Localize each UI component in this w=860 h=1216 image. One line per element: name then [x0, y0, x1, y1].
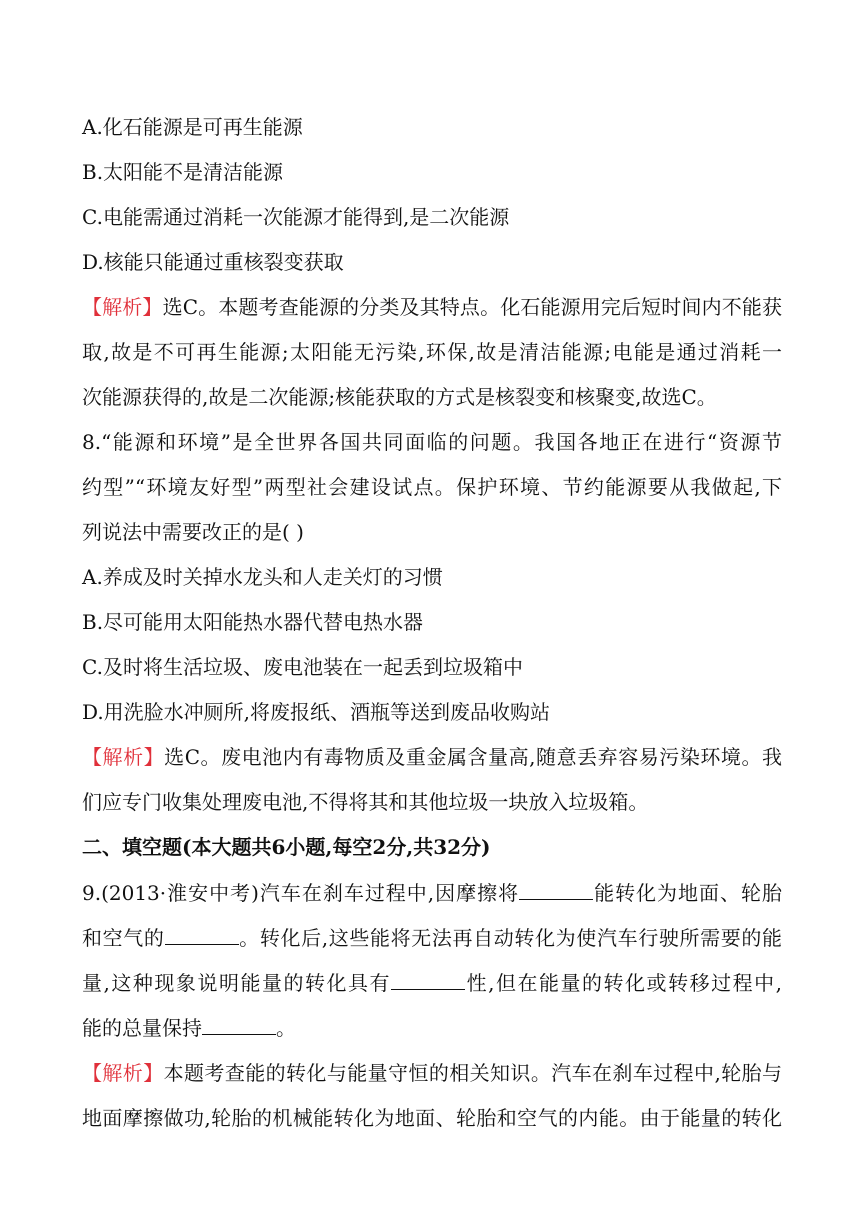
q7-analysis-line-1: 【解析】选C。本题考查能源的分类及其特点。化石能源用完后短时间内不能获 — [82, 295, 783, 319]
q8-analysis-line-1: 【解析】选C。废电池内有毒物质及重金属含量高,随意丢弃容易污染环境。我 — [82, 745, 782, 769]
q8-option-a: A.养成及时关掉水龙头和人走关灯的习惯 — [82, 565, 443, 589]
q9-analysis-line-1: 【解析】本题考查能的转化与能量守恒的相关知识。汽车在刹车过程中,轮胎与 — [82, 1061, 783, 1085]
q9-stem-line-1: 9.(2013·淮安中考)汽车在刹车过程中,因摩擦将 能转化为地面、轮胎 — [82, 881, 782, 905]
q8-option-c: C.及时将生活垃圾、废电池装在一起丢到垃圾箱中 — [82, 655, 523, 679]
q8-option-d: D.用洗脸水冲厕所,将废报纸、酒瓶等送到废品收购站 — [82, 700, 551, 724]
answer-blank-3[interactable] — [391, 971, 465, 990]
q9-stem-line-2: 和空气的 。转化后,这些能将无法再自动转化为使汽车行驶所需要的能 — [82, 926, 783, 950]
q7-option-c: C.电能需通过消耗一次能源才能得到,是二次能源 — [82, 205, 510, 229]
q9-stem-line-3: 量,这种现象说明能量的转化具有 性,但在能量的转化或转移过程中, — [82, 971, 782, 995]
q8-stem-line-3: 列说法中需要改正的是( ) — [82, 520, 304, 544]
analysis-tag: 【解析】 — [82, 1061, 164, 1085]
section-title: 二、填空题(本大题共6小题,每空2分,共32分) — [82, 835, 491, 859]
analysis-tag: 【解析】 — [82, 295, 163, 319]
q9-stem-line-4: 能的总量保持 。 — [82, 1016, 296, 1040]
q9-analysis-line-2: 地面摩擦做功,轮胎的机械能转化为地面、轮胎和空气的内能。由于能量的转化 — [82, 1106, 782, 1130]
q7-option-d: D.核能只能通过重核裂变获取 — [82, 250, 344, 274]
answer-blank-4[interactable] — [202, 1016, 276, 1035]
q8-analysis-line-2: 们应专门收集处理废电池,不得将其和其他垃圾一块放入垃圾箱。 — [82, 790, 649, 814]
q8-stem-line-1: 8.“能源和环境”是全世界各国共同面临的问题。我国各地正在进行“资源节 — [82, 430, 782, 454]
q8-option-b: B.尽可能用太阳能热水器代替电热水器 — [82, 610, 424, 634]
q7-analysis-line-3: 次能源获得的,故是二次能源;核能获取的方式是核裂变和核聚变,故选C。 — [82, 385, 717, 409]
q8-stem-line-2: 约型”“环境友好型”两型社会建设试点。保护环境、节约能源要从我做起,下 — [82, 475, 782, 499]
q7-analysis-line-2: 取,故是不可再生能源;太阳能无污染,环保,故是清洁能源;电能是通过消耗一 — [82, 340, 782, 364]
answer-blank-1[interactable] — [519, 881, 593, 900]
q7-option-b: B.太阳能不是清洁能源 — [82, 160, 284, 184]
q7-option-a: A.化石能源是可再生能源 — [82, 115, 303, 139]
answer-blank-2[interactable] — [165, 926, 239, 945]
analysis-tag: 【解析】 — [82, 745, 165, 769]
